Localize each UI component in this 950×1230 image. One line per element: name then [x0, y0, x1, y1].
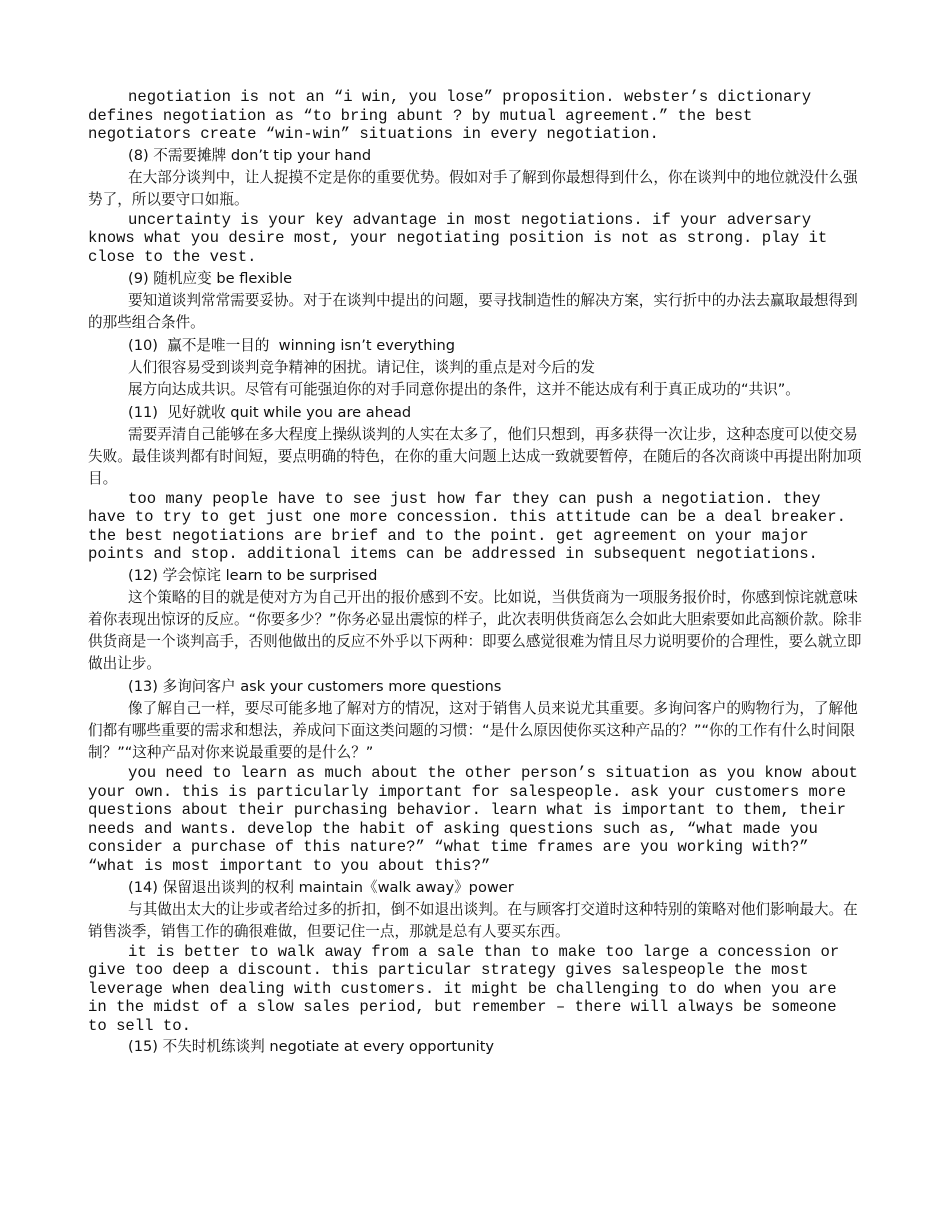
chinese-paragraph: 像了解自己一样，要尽可能多地了解对方的情况，这对于销售人员来说尤其重要。多询问客户的购物行为，了解他们都有哪些重要的需求和想法，养成问下面这类问题的习惯：“是什么原因使你买这种产品的？”“你的工作有什么时间限制？”“这种产品对你来说最重要的是什么？”	[88, 699, 858, 761]
section-heading: (11) 见好就收 quit while you are ahead	[128, 403, 412, 421]
english-paragraph: it is better to walk away from a sale than to make too large a concession or give too deep a discount. this particular strategy gives salespeople the most leverage when dealing with customers. it might be challenging to do when you are in the midst of a slow sales period, but remember – there will always be someone to sell to.	[88, 942, 849, 1035]
english-paragraph: you need to learn as much about the other person’s situation as you know about your own. this is particularly important for salespeople. ask your customers more questions about their purchasing behavior. learn what is important to them, their needs and wants. develop the habit of asking questions such as, “what made you consider a purchase of this nature?” “what time frames are you working with?” “what is most important to you about this?”	[88, 763, 868, 875]
chinese-paragraph: 在大部分谈判中，让人捉摸不定是你的重要优势。假如对手了解到你最想得到什么，你在谈判中的地位就没什么强势了，所以要守口如瓶。	[88, 168, 858, 208]
english-paragraph: uncertainty is your key advantage in most negotiations. if your adversary knows what you desire most, your negotiating position is not as strong. play it close to the vest.	[88, 210, 837, 266]
section-heading: (8) 不需要摊牌 don’t tip your hand	[128, 146, 372, 164]
chinese-paragraph: 需要弄清自己能够在多大程度上操纵谈判的人实在太多了，他们只想到，再多获得一次让步，这种态度可以使交易失败。最佳谈判都有时间短，要点明确的特色，在你的重大问题上达成一致就要暂停，在随后的各次商谈中再提出附加项目。	[88, 425, 862, 487]
chinese-paragraph: 要知道谈判常常需要妥协。对于在谈判中提出的问题，要寻找制造性的解决方案，实行折中的办法去赢取最想得到的那些组合条件。	[88, 291, 858, 331]
document-page	[88, 88, 868, 1058]
section-heading: (14) 保留退出谈判的权利 maintain《walk away》power	[128, 878, 514, 896]
section-heading: (10) 赢不是唯一目的 winning isn’t everything	[128, 336, 456, 354]
section-heading: (15) 不失时机练谈判 negotiate at every opportunity	[128, 1038, 495, 1056]
chinese-paragraph: 这个策略的目的就是使对方为自己开出的报价感到不安。比如说，当供货商为一项服务报价时，你感到惊诧就意味着你表现出惊讶的反应。“你要多少？”你务必显出震惊的样子，此次表明供货商怎么会如此大胆索要如此高额价款。除非供货商是一个谈判高手，否则他做出的反应不外乎以下两种：即要么感觉很难为情且尽力说明要价的合理性，要么就立即做出让步。	[88, 588, 863, 672]
chinese-paragraph: 人们很容易受到谈判竞争精神的困扰。请记住，谈判的重点是对今后的发	[128, 358, 596, 376]
chinese-paragraph: 与其做出太大的让步或者给过多的折扣，倒不如退出谈判。在与顾客打交道时这种特别的策略对他们影响最大。在销售淡季，销售工作的确很难做，但要记住一点，那就是总有人要买东西。	[88, 900, 858, 940]
english-paragraph: negotiation is not an “i win, you lose” proposition. webster’s dictionary defines negotiation as “to bring abunt ? by mutual agreement.” the best negotiators create “win-win” situations in every negotiation.	[88, 88, 821, 144]
section-heading: (9) 随机应变 be flexible	[128, 269, 293, 287]
section-heading: (12) 学会惊诧 learn to be surprised	[128, 566, 378, 584]
section-heading: (13) 多询问客户 ask your customers more questions	[128, 677, 502, 695]
english-paragraph: too many people have to see just how far they can push a negotiation. they have to try to get just one more concession. this attitude can be a deal breaker. the best negotiations are brief and to the point. get agreement on your major points and stop. additional items can be addressed in subsequent negotiations.	[88, 489, 856, 564]
chinese-paragraph: 展方向达成共识。尽管有可能强迫你的对手同意你提出的条件，这并不能达成有利于真正成功的“共识”。	[128, 380, 800, 398]
